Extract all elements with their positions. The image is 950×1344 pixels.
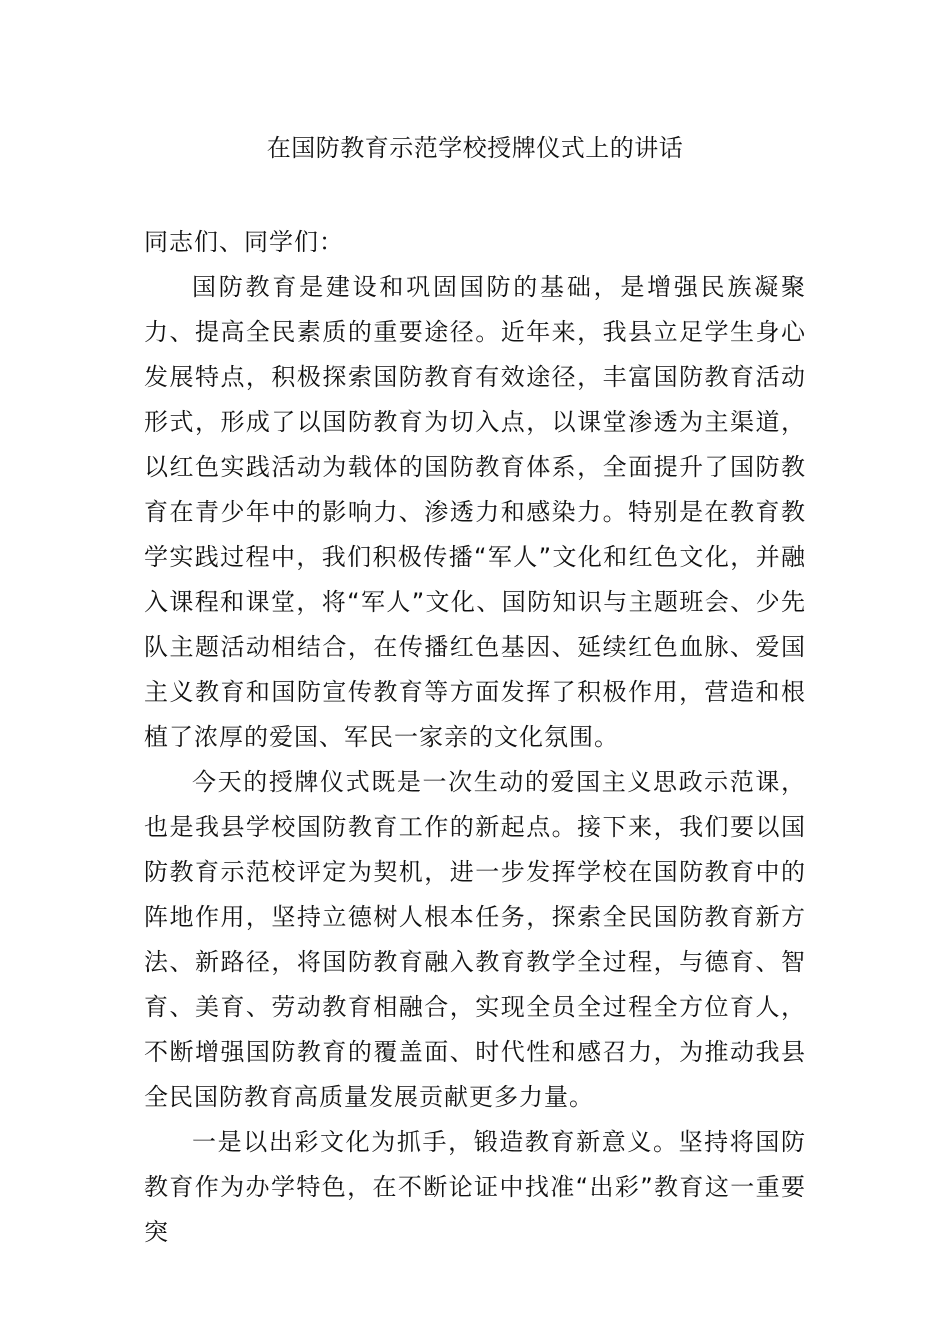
salutation: 同志们、同学们： [144,228,344,256]
document-title: 在国防教育示范学校授牌仪式上的讲话 [266,134,684,162]
paragraph-3: 一是以出彩文化为抓手，锻造教育新意义。坚持将国防教育作为办学特色，在不断论证中找准“出彩”教育这一重要突 [144,1128,806,1246]
paragraph-1: 国防教育是建设和巩固国防的基础，是增强民族凝聚力、提高全民素质的重要途径。近年来，我县立足学生身心发展特点，积极探索国防教育有效途径，丰富国防教育活动形式，形成了以国防教育为切入点，以课堂渗透为主渠道，以红色实践活动为载体的国防教育体系，全面提升了国防教育在青少年中的影响力、渗透力和感染力。特别是在教育教学实践过程中，我们积极传播“军人”文化和红色文化，并融入课程和课堂，将“军人”文化、国防知识与主题班会、少先队主题活动相结合，在传播红色基因、延续红色血脉、爱国主义教育和国防宣传教育等方面发挥了积极作用，营造和根植了浓厚的爱国、军民一家亲的文化氛围。 [144,273,806,751]
paragraph-2: 今天的授牌仪式既是一次生动的爱国主义思政示范课，也是我县学校国防教育工作的新起点。接下来，我们要以国防教育示范校评定为契机，进一步发挥学校在国防教育中的阵地作用，坚持立德树人根本任务，探索全民国防教育新方法、新路径，将国防教育融入教育教学全过程，与德育、智育、美育、劳动教育相融合，实现全员全过程全方位育人，不断增强国防教育的覆盖面、时代性和感召力，为推动我县全民国防教育高质量发展贡献更多力量。 [144,768,806,1111]
document-body [144,220,806,1255]
